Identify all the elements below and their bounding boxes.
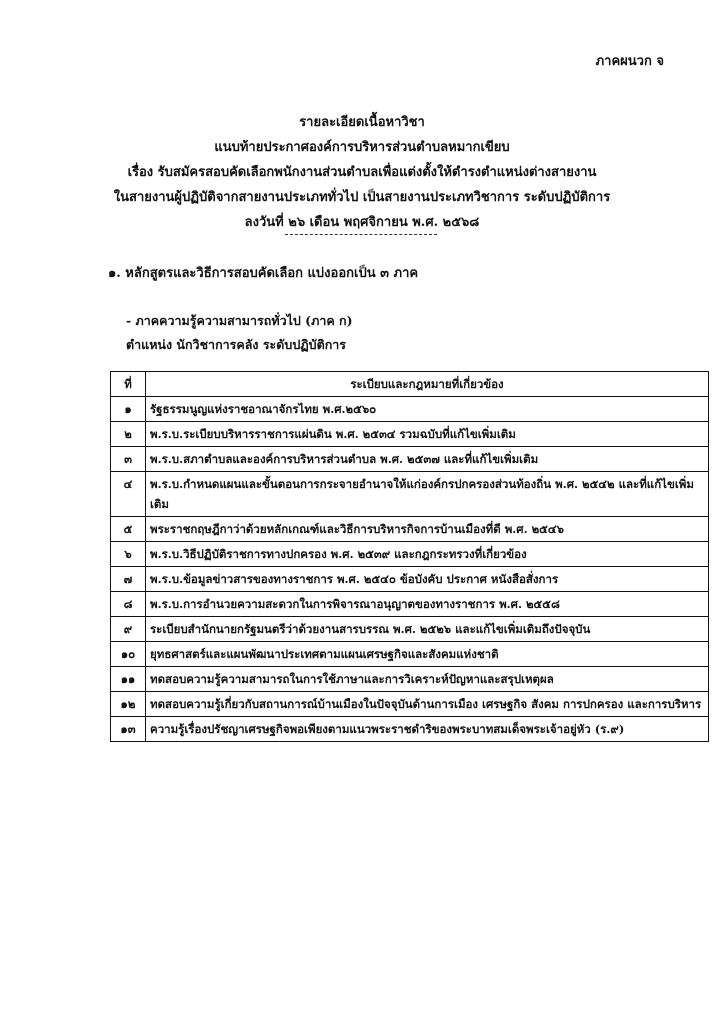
table-row	[111, 517, 709, 542]
table-row	[111, 422, 709, 447]
table-row	[111, 717, 709, 742]
title-line: แนบท้ายประกาศองค์การบริหารส่วนตำบลหมากเขียบ	[214, 140, 510, 155]
row-number: ๔	[111, 472, 146, 517]
position-line: ตำแหน่ง นักวิชาการคลัง ระดับปฏิบัติการ	[126, 337, 347, 352]
table-header-row	[111, 372, 709, 397]
row-text: ทดสอบความรู้เกี่ยวกับสถานการณ์บ้านเมืองในปัจจุบันด้านการเมือง เศรษฐกิจ สังคม การปกครอง และการบริหาร	[146, 692, 709, 717]
row-number: ๖	[111, 542, 146, 567]
row-text: ทดสอบความรู้ความสามารถในการใช้ภาษาและการวิเคราะห์ปัญหาและสรุปเหตุผล	[146, 667, 709, 692]
table-row	[111, 592, 709, 617]
regulations-table	[110, 371, 709, 742]
title-line: เรื่อง รับสมัครสอบคัดเลือกพนักงานส่วนตำบลเพื่อแต่งตั้งให้ดำรงตำแหน่งต่างสายงาน	[127, 165, 597, 180]
table-row	[111, 567, 709, 592]
row-text: ยุทธศาสตร์และแผนพัฒนาประเทศตามแผนเศรษฐกิจและสังคมแห่งชาติ	[146, 642, 709, 667]
part-heading: - ภาคความรู้ความสามารถทั่วไป (ภาค ก)	[126, 313, 353, 328]
table-row	[111, 667, 709, 692]
row-number: ๙	[111, 617, 146, 642]
table-row	[111, 397, 709, 422]
row-text: พระราชกฤษฎีกาว่าด้วยหลักเกณฑ์และวิธีการบริหารกิจการบ้านเมืองที่ดี พ.ศ. ๒๕๔๖	[146, 517, 709, 542]
table-row	[111, 542, 709, 567]
table-row	[111, 472, 709, 517]
section-heading: ๑. หลักสูตรและวิธีการสอบคัดเลือก แบ่งออกเป็น ๓ ภาค	[108, 266, 419, 281]
title-line: รายละเอียดเนื้อหาวิชา	[299, 115, 425, 130]
row-text: พ.ร.บ.สภาตำบลและองค์การบริหารส่วนตำบล พ.ศ. ๒๕๓๗ และที่แก้ไขเพิ่มเติม	[146, 447, 709, 472]
appendix-label: ภาคผนวก จ	[595, 54, 664, 69]
row-text: พ.ร.บ.ข้อมูลข่าวสารของทางราชการ พ.ศ. ๒๕๔๐ ข้อบังคับ ประกาศ หนังสือสั่งการ	[146, 567, 709, 592]
part-block	[126, 309, 353, 357]
table-row	[111, 617, 709, 642]
header-number: ที่	[111, 372, 146, 397]
row-number: ๑๐	[111, 642, 146, 667]
row-text: ระเบียบสำนักนายกรัฐมนตรีว่าด้วยงานสารบรรณ พ.ศ. ๒๕๒๖ และแก้ไขเพิ่มเติมถึงปัจจุบัน	[146, 617, 709, 642]
title-line: ลงวันที่ ๒๖ เดือน พฤศจิกายน พ.ศ. ๒๕๖๘	[244, 215, 480, 230]
header-regulation: ระเบียบและกฎหมายที่เกี่ยวข้อง	[146, 372, 709, 397]
row-number: ๑	[111, 397, 146, 422]
row-number: ๑๓	[111, 717, 146, 742]
row-number: ๒	[111, 422, 146, 447]
row-text: พ.ร.บ.กำหนดแผนและขั้นตอนการกระจายอำนาจให้แก่องค์กรปกครองส่วนท้องถิ่น พ.ศ. ๒๕๔๒ และที่แก้ไขเพิ่มเติม	[146, 472, 709, 517]
title-block	[0, 110, 724, 235]
row-text: พ.ร.บ.การอำนวยความสะดวกในการพิจารณาอนุญาตของทางราชการ พ.ศ. ๒๕๕๘	[146, 592, 709, 617]
dashed-divider	[285, 234, 437, 235]
table-row	[111, 447, 709, 472]
row-text: ความรู้เรื่องปรัชญาเศรษฐกิจพอเพียงตามแนวพระราชดำริของพระบาทสมเด็จพระเจ้าอยู่หัว (ร.๙)	[146, 717, 709, 742]
title-line: ในสายงานผู้ปฏิบัติจากสายงานประเภททั่วไป เป็นสายงานประเภทวิชาการ ระดับปฏิบัติการ	[113, 190, 611, 205]
table-row	[111, 642, 709, 667]
row-number: ๕	[111, 517, 146, 542]
table-row	[111, 692, 709, 717]
row-number: ๘	[111, 592, 146, 617]
row-text: พ.ร.บ.วิธีปฏิบัติราชการทางปกครอง พ.ศ. ๒๕๓๙ และกฎกระทรวงที่เกี่ยวข้อง	[146, 542, 709, 567]
row-number: ๗	[111, 567, 146, 592]
row-number: ๑๑	[111, 667, 146, 692]
row-text: รัฐธรรมนูญแห่งราชอาณาจักรไทย พ.ศ.๒๕๖๐	[146, 397, 709, 422]
row-number: ๓	[111, 447, 146, 472]
row-number: ๑๒	[111, 692, 146, 717]
row-text: พ.ร.บ.ระเบียบบริหารราชการแผ่นดิน พ.ศ. ๒๕๓๔ รวมฉบับที่แก้ไขเพิ่มเติม	[146, 422, 709, 447]
